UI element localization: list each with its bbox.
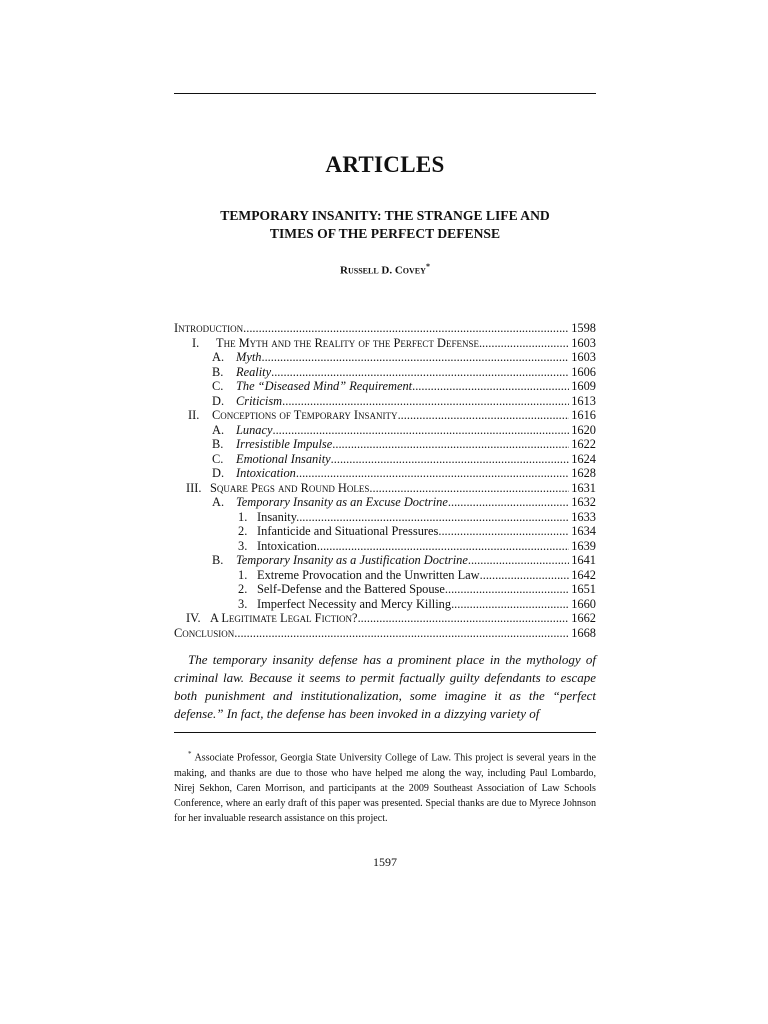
- toc-entry: [174, 597, 596, 612]
- toc-entry-page: 1642: [571, 567, 596, 582]
- toc-entry: [174, 365, 596, 380]
- toc-leader-dots: [445, 582, 569, 597]
- toc-entry-number: 1.: [238, 509, 248, 524]
- toc-entry: [174, 510, 596, 525]
- toc-leader-dots: [358, 611, 570, 626]
- toc-entry-page: 1603: [571, 335, 596, 350]
- abstract-paragraph: The temporary insanity defense has a prominent place in the mythology of criminal law. Because it seems to permit factually guilty defendants to escape both punishment and institutionalization, some imagine it as the “perfect defense.” In fact, the defense has been invoked in a dizzying variety of: [174, 652, 596, 721]
- toc-entry-page: 1662: [571, 611, 596, 625]
- toc-entry-number: B.: [212, 437, 224, 451]
- toc-entry-title: Irresistible Impulse: [236, 437, 333, 451]
- toc-entry-page: 1633: [571, 509, 596, 524]
- toc-entry-title: Square Pegs and Round Holes: [210, 480, 370, 495]
- toc-leader-dots: [243, 321, 569, 336]
- footnote-rule: [174, 732, 596, 733]
- toc-entry-page: 1634: [571, 524, 596, 538]
- toc-entry: [174, 350, 596, 365]
- toc-entry-number: B.: [212, 553, 224, 567]
- toc-entry-page: 1616: [571, 408, 596, 422]
- toc-leader-dots: [296, 466, 569, 481]
- toc-entry-page: 1641: [571, 553, 596, 567]
- toc-entry-number: B.: [212, 364, 224, 379]
- toc-leader-dots: [331, 452, 570, 467]
- toc-entry-title: The Myth and the Reality of the Perfect Defense: [216, 335, 479, 350]
- toc-entry-page: 1632: [571, 495, 596, 509]
- article-title-line-1: TEMPORARY INSANITY: THE STRANGE LIFE AND: [220, 208, 550, 223]
- toc-entry: [174, 495, 596, 510]
- toc-entry-title: Intoxication: [236, 466, 296, 480]
- toc-entry: [174, 553, 596, 568]
- toc-entry: [174, 437, 596, 452]
- toc-entry-number: C.: [212, 451, 224, 466]
- section-heading: ARTICLES: [325, 152, 445, 177]
- toc-entry-number: I.: [192, 335, 200, 350]
- toc-entry: [174, 336, 596, 351]
- toc-entry: [174, 466, 596, 481]
- toc-entry-number: A.: [212, 350, 225, 364]
- header-rule: [174, 93, 596, 94]
- author-footnote-mark: *: [425, 262, 430, 271]
- toc-entry-number: C.: [212, 379, 224, 393]
- toc-entry-page: 1609: [571, 379, 596, 393]
- toc-entry-number: D.: [212, 393, 225, 408]
- toc-entry-page: 1622: [571, 437, 596, 451]
- toc-entry-page: 1631: [571, 480, 596, 495]
- article-title: [174, 207, 596, 243]
- toc-entry-page: 1606: [571, 364, 596, 379]
- toc-entry-title: Lunacy: [236, 422, 273, 437]
- table-of-contents: [174, 321, 596, 640]
- toc-leader-dots: [451, 597, 569, 612]
- footnote-mark: *: [188, 750, 192, 758]
- toc-entry: [174, 408, 596, 423]
- toc-entry-number: III.: [186, 480, 202, 495]
- toc-entry: [174, 321, 596, 336]
- toc-entry-page: 1613: [571, 393, 596, 408]
- toc-entry-title: Temporary Insanity as an Excuse Doctrine: [236, 495, 448, 509]
- toc-entry-page: 1620: [571, 422, 596, 437]
- toc-leader-dots: [448, 495, 569, 510]
- toc-entry-number: A.: [212, 495, 225, 509]
- toc-leader-dots: [412, 379, 569, 394]
- toc-leader-dots: [468, 553, 569, 568]
- toc-entry: [174, 481, 596, 496]
- toc-entry-title: Intoxication: [257, 538, 317, 553]
- toc-entry-number: 1.: [238, 567, 248, 582]
- toc-leader-dots: [332, 437, 569, 452]
- toc-leader-dots: [398, 408, 570, 423]
- toc-entry-title: Insanity....: [257, 509, 309, 524]
- toc-entry-number: 2.: [238, 582, 248, 596]
- toc-entry-title: Reality: [236, 364, 272, 379]
- toc-entry-title: Extreme Provocation and the Unwritten Law: [257, 567, 480, 582]
- toc-entry-title: Emotional Insanity: [236, 451, 331, 466]
- author-footnote: [174, 747, 596, 826]
- toc-leader-dots: [479, 336, 569, 351]
- toc-entry: [174, 611, 596, 626]
- footnote-text: Associate Professor, Georgia State University College of Law. This project is several years in the making, and thanks are due to those who have helped me along the way, including Paul Lombardo, Nirej Sekhon, Caren Morrison, and participants at the 2009 Southeast Association of Law Schools Conference, where an early draft of this paper was presented. Special thanks are due to Myrece Johnson for her invaluable research assistance on this project.: [174, 752, 596, 825]
- toc-entry-title: Self-Defense and the Battered Spouse: [257, 582, 445, 596]
- toc-entry-number: D.: [212, 466, 225, 480]
- article-title-line-2: TIMES OF THE PERFECT DEFENSE: [269, 226, 501, 241]
- toc-entry-number: 3.: [238, 538, 248, 553]
- toc-entry: [174, 582, 596, 597]
- toc-entry-title: A Legitimate Legal Fiction?: [210, 611, 358, 625]
- toc-entry-title: Imperfect Necessity and Mercy Killing: [257, 596, 452, 611]
- toc-entry: [174, 379, 596, 394]
- author-name: Russell D. Covey: [340, 264, 426, 277]
- toc-entry-title: Conceptions of Temporary Insanity: [212, 408, 398, 422]
- toc-entry-title: Conclusion: [174, 625, 235, 640]
- toc-entry-page: 1660: [571, 596, 596, 611]
- toc-leader-dots: [282, 394, 569, 409]
- toc-entry: [174, 394, 596, 409]
- toc-entry-page: 1624: [571, 451, 596, 466]
- toc-entry-title: The “Diseased Mind” Requirement: [236, 379, 413, 393]
- toc-entry-page: 1639: [571, 538, 596, 553]
- toc-entry-page: 1651: [571, 582, 596, 596]
- toc-entry: [174, 423, 596, 438]
- toc-leader-dots: [369, 481, 569, 496]
- toc-entry-page: 1668: [571, 625, 596, 640]
- toc-entry: [174, 539, 596, 554]
- author-byline: [174, 262, 596, 277]
- toc-entry-title: Infanticide and Situational Pressures: [257, 524, 439, 538]
- toc-entry: [174, 568, 596, 583]
- toc-entry-title: Temporary Insanity as a Justification Doctrine: [236, 553, 468, 567]
- page-number: 1597: [373, 855, 397, 869]
- toc-entry: [174, 626, 596, 641]
- toc-entry-title: Myth: [236, 350, 262, 364]
- toc-entry: [174, 524, 596, 539]
- toc-entry-number: IV.: [186, 611, 201, 625]
- toc-entry-page: 1598: [571, 321, 596, 335]
- toc-entry-number: 3.: [238, 596, 248, 611]
- toc-entry-title: Introduction: [174, 321, 244, 335]
- toc-entry-page: 1628: [571, 466, 596, 480]
- toc-entry-number: 2.: [238, 524, 248, 538]
- toc-leader-dots: [261, 350, 569, 365]
- toc-leader-dots: [309, 510, 570, 525]
- toc-entry-number: II.: [188, 408, 200, 422]
- toc-leader-dots: [438, 524, 569, 539]
- toc-entry-title: Criticism: [236, 393, 283, 408]
- toc-entry-number: A.: [212, 422, 225, 437]
- toc-entry: [174, 452, 596, 467]
- toc-entry-page: 1603: [571, 350, 596, 364]
- toc-leader-dots: [271, 365, 569, 380]
- toc-leader-dots: [480, 568, 570, 583]
- toc-leader-dots: [317, 539, 569, 554]
- toc-leader-dots: [234, 626, 569, 641]
- toc-leader-dots: [272, 423, 569, 438]
